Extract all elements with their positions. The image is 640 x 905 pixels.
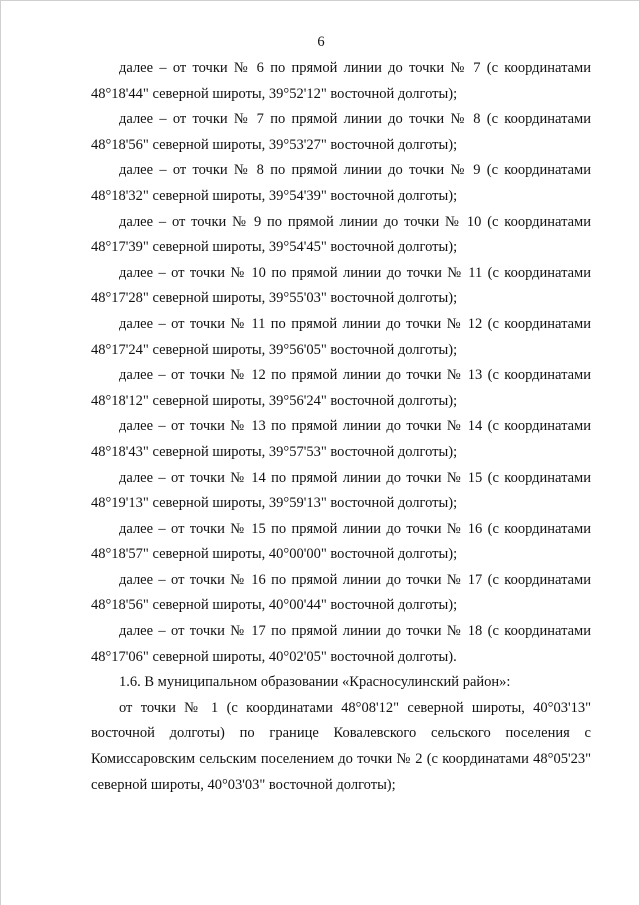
paragraph: далее – от точки № 11 по прямой линии до точки № 12 (с координатами 48°17'24" северной широты, 39°56'05" восточной долготы);	[91, 315, 591, 358]
paragraph: далее – от точки № 14 по прямой линии до точки № 15 (с координатами 48°19'13" северной широты, 39°59'13" восточной долготы);	[91, 469, 591, 512]
paragraph: далее – от точки № 10 по прямой линии до точки № 11 (с координатами 48°17'28" северной широты, 39°55'03" восточной долготы);	[91, 264, 591, 307]
paragraph: далее – от точки № 6 по прямой линии до точки № 7 (с координатами 48°18'44" северной широты, 39°52'12" восточной долготы);	[91, 60, 591, 102]
paragraph: далее – от точки № 16 по прямой линии до точки № 17 (с координатами 48°18'56" северной широты, 40°00'44" восточной долготы);	[91, 571, 591, 614]
page-number: 6	[317, 34, 325, 50]
paragraph: далее – от точки № 17 по прямой линии до точки № 18 (с координатами 48°17'06" северной широты, 40°02'05" восточной долготы).	[91, 623, 591, 665]
paragraph: от точки № 1 (с координатами 48°08'12" северной широты, 40°03'13" восточной долготы) по границе Ковалевского сельского поселения с Комиссаровским сельским поселением до точки № 2 (с координатами 48°05'23" северной широты, 40°03'03" восточной долготы);	[91, 699, 591, 793]
paragraph: далее – от точки № 15 по прямой линии до точки № 16 (с координатами 48°18'57" северной широты, 40°00'00" восточной долготы);	[91, 520, 591, 563]
paragraph: далее – от точки № 13 по прямой линии до точки № 14 (с координатами 48°18'43" северной широты, 39°57'53" восточной долготы);	[91, 418, 591, 460]
document-body	[91, 56, 591, 798]
paragraph: далее – от точки № 12 по прямой линии до точки № 13 (с координатами 48°18'12" северной широты, 39°56'24" восточной долготы);	[91, 367, 591, 409]
section-heading: 1.6. В муниципальном образовании «Красносулинский район»:	[119, 674, 511, 691]
paragraph: далее – от точки № 8 по прямой линии до точки № 9 (с координатами 48°18'32" северной широты, 39°54'39" восточной долготы);	[91, 162, 591, 204]
paragraph: далее – от точки № 9 по прямой линии до точки № 10 (с координатами 48°17'39" северной широты, 39°54'45" восточной долготы);	[91, 213, 591, 256]
paragraph: далее – от точки № 7 по прямой линии до точки № 8 (с координатами 48°18'56" северной широты, 39°53'27" восточной долготы);	[91, 111, 591, 153]
